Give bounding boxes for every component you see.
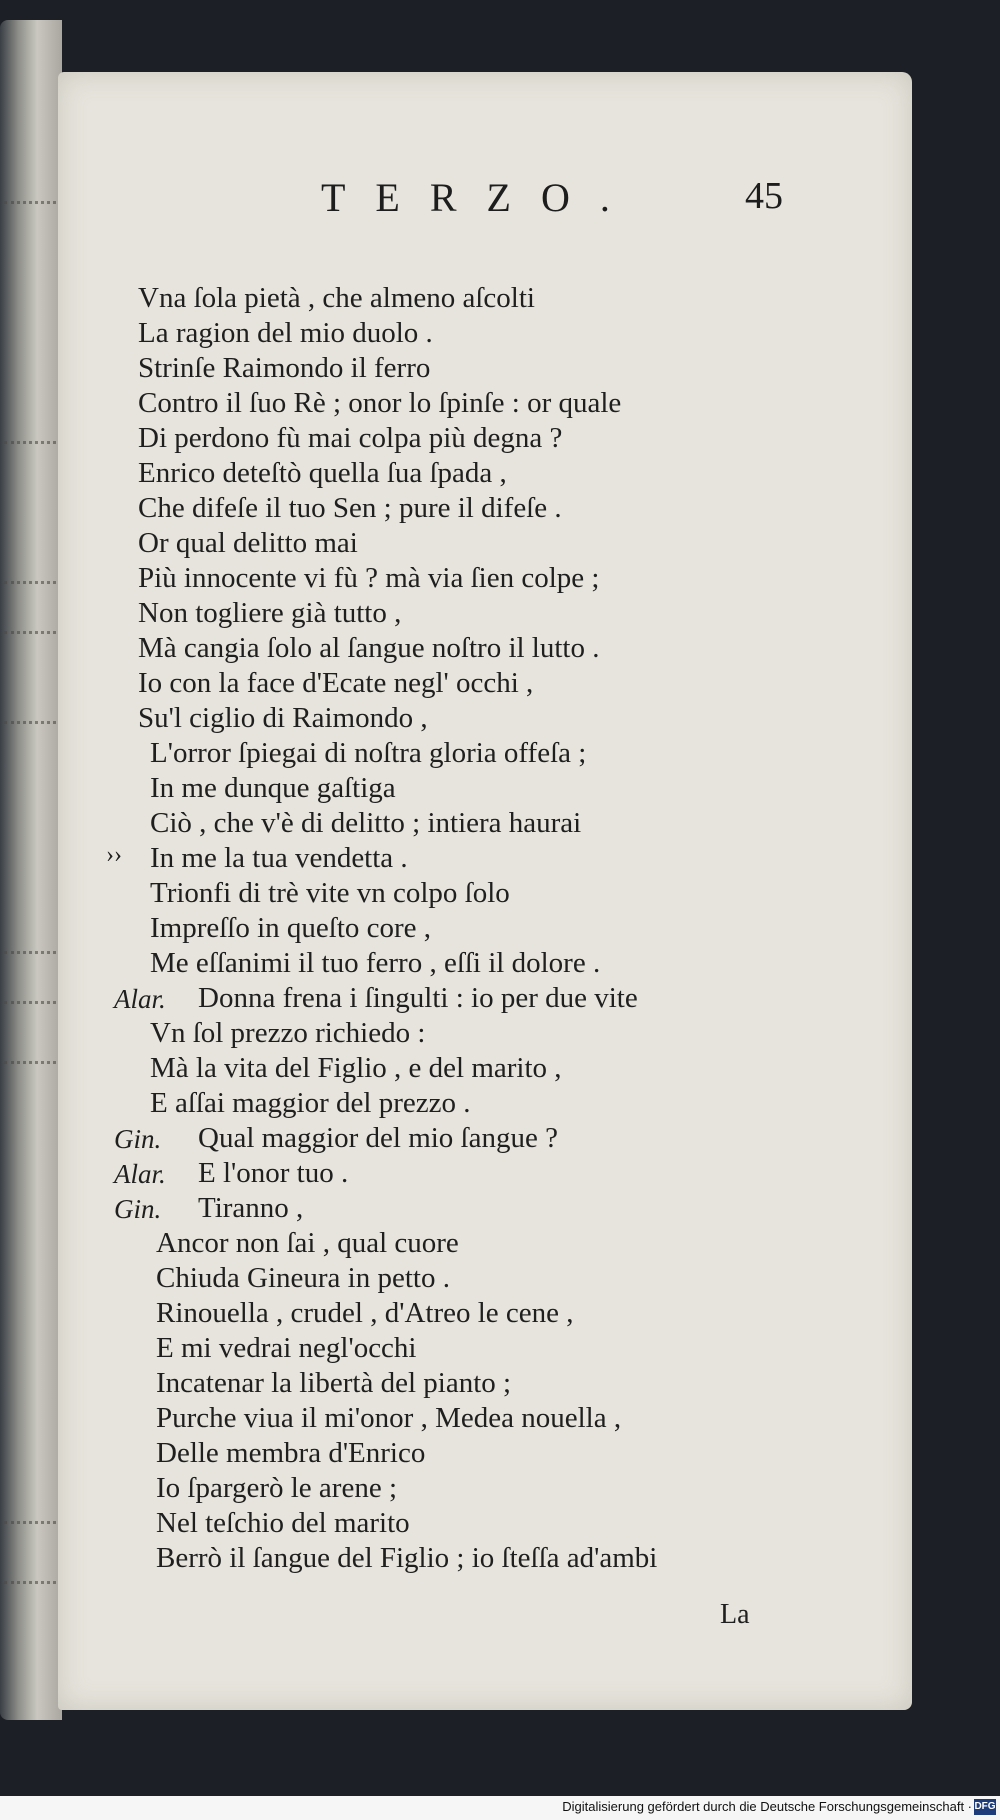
verse-line	[58, 667, 912, 703]
verse-line	[58, 282, 912, 318]
verse-line	[58, 1402, 912, 1438]
book-spine	[0, 20, 62, 1720]
verse-line	[58, 632, 912, 668]
verse-line	[58, 1122, 912, 1158]
verse-text: Tiranno ,	[198, 1192, 304, 1224]
verse-text: L'orror ſpiegai di noſtra gloria offeſa ;	[150, 737, 587, 769]
verse-line	[58, 1192, 912, 1228]
verse-text: Vn ſol prezzo richiedo :	[150, 1017, 426, 1049]
spine-mark	[4, 200, 56, 204]
verse-line	[58, 842, 912, 878]
speaker-label: Alar.	[114, 984, 166, 1014]
verse-line	[58, 1262, 912, 1298]
verse-line	[58, 422, 912, 458]
verse-text: Chiuda Gineura in petto .	[156, 1262, 450, 1294]
digitization-footer	[0, 1796, 1000, 1820]
verse-line	[58, 1437, 912, 1473]
verse-text: Io con la face d'Ecate negl' occhi ,	[138, 667, 534, 699]
verse-text: Trionfi di trè vite vn colpo ſolo	[150, 877, 510, 909]
verse-text: Ciò , che v'è di delitto ; intiera haurai	[150, 807, 582, 839]
verse-text: In me dunque gaſtiga	[150, 772, 396, 804]
verse-line	[58, 1052, 912, 1088]
page-header	[263, 168, 783, 228]
verse-text: Che difeſe il tuo Sen ; pure il difeſe .	[138, 492, 562, 524]
verse-text: Rinouella , crudel , d'Atreo le cene ,	[156, 1297, 574, 1329]
verse-text: Vna ſola pietà , che almeno aſcolti	[138, 282, 535, 314]
spine-mark	[4, 1060, 56, 1064]
spine-marks	[4, 20, 60, 1720]
verse-text: E mi vedrai negl'occhi	[156, 1332, 417, 1364]
verse-line	[58, 772, 912, 808]
verse-line	[58, 352, 912, 388]
verse-text: Me eſſanimi il tuo ferro , eſſi il dolore .	[150, 947, 601, 979]
verse-text: Su'l ciglio di Raimondo ,	[138, 702, 428, 734]
verse-text: Non togliere già tutto ,	[138, 597, 402, 629]
verse-line	[58, 527, 912, 563]
running-head: TERZO.	[321, 175, 640, 220]
verse-line	[58, 597, 912, 633]
verse-line	[58, 877, 912, 913]
verse-text: Nel teſchio del marito	[156, 1507, 410, 1539]
verse-text: Impreſſo in queſto core ,	[150, 912, 432, 944]
verse-line	[58, 387, 912, 423]
verse-line	[58, 1332, 912, 1368]
verse-line	[58, 1367, 912, 1403]
verse-text: Più innocente vi fù ? mà via ſien colpe ;	[138, 562, 600, 594]
verse-text: Donna frena i ſingulti : io per due vite	[198, 982, 638, 1014]
verse-text: In me la tua vendetta .	[150, 842, 408, 874]
verse-line	[58, 947, 912, 983]
verse-line	[58, 807, 912, 843]
book-page	[58, 72, 912, 1710]
verse-text: Or qual delitto mai	[138, 527, 358, 559]
speaker-label: Alar.	[114, 1159, 166, 1189]
verse-text: Mà cangia ſolo al ſangue noſtro il lutto .	[138, 632, 600, 664]
verse-text: Io ſpargerò le arene ;	[156, 1472, 398, 1504]
catchword: La	[720, 1599, 750, 1630]
verse-line	[58, 1297, 912, 1333]
verse-text: Delle membra d'Enrico	[156, 1437, 426, 1469]
verse-line	[58, 1227, 912, 1263]
verse-line	[58, 1542, 912, 1578]
verse-text: Incatenar la libertà del pianto ;	[156, 1367, 512, 1399]
page-number: 45	[745, 175, 783, 217]
verse-text: Di perdono fù mai colpa più degna ?	[138, 422, 563, 454]
verse-line	[58, 457, 912, 493]
verse-line	[58, 562, 912, 598]
verse-line	[58, 1157, 912, 1193]
spine-mark	[4, 1520, 56, 1524]
spine-mark	[4, 1000, 56, 1004]
spine-mark	[4, 950, 56, 954]
verse-line	[58, 1017, 912, 1053]
verse-text: Ancor non ſai , qual cuore	[156, 1227, 459, 1259]
verse-text: Strinſe Raimondo il ferro	[138, 352, 431, 384]
verse-line	[58, 737, 912, 773]
verse-line	[58, 912, 912, 948]
speaker-label: Gin.	[114, 1124, 162, 1154]
dfg-logo: DFG	[974, 1799, 996, 1815]
spine-mark	[4, 440, 56, 444]
verse-text: Mà la vita del Figlio , e del marito ,	[150, 1052, 562, 1084]
quote-mark: ››	[106, 842, 122, 868]
verse-text: Berrò il ſangue del Figlio ; io ſteſſa ad'ambi	[156, 1542, 658, 1574]
speaker-label: Gin.	[114, 1194, 162, 1224]
verse-line	[58, 1472, 912, 1508]
verse-text: Enrico deteſtò quella ſua ſpada ,	[138, 457, 507, 489]
verse-line	[58, 702, 912, 738]
spine-mark	[4, 630, 56, 634]
verse-text: Contro il ſuo Rè ; onor lo ſpinſe : or quale	[138, 387, 622, 419]
verse-line	[58, 982, 912, 1018]
spine-mark	[4, 1580, 56, 1584]
spine-mark	[4, 720, 56, 724]
funding-credit: Digitalisierung gefördert durch die Deutsche Forschungsgemeinschaft ·	[562, 1799, 972, 1814]
verse-text: La ragion del mio duolo .	[138, 317, 433, 349]
verse-line	[58, 1507, 912, 1543]
verse-line	[58, 492, 912, 528]
verse-line	[58, 1087, 912, 1123]
verse-line	[58, 317, 912, 353]
spine-mark	[4, 580, 56, 584]
verse-text: Purche viua il mi'onor , Medea nouella ,	[156, 1402, 622, 1434]
verse-text: E aſſai maggior del prezzo .	[150, 1087, 471, 1119]
verse-text: E l'onor tuo .	[198, 1157, 349, 1189]
verse-text: Qual maggior del mio ſangue ?	[198, 1122, 558, 1154]
